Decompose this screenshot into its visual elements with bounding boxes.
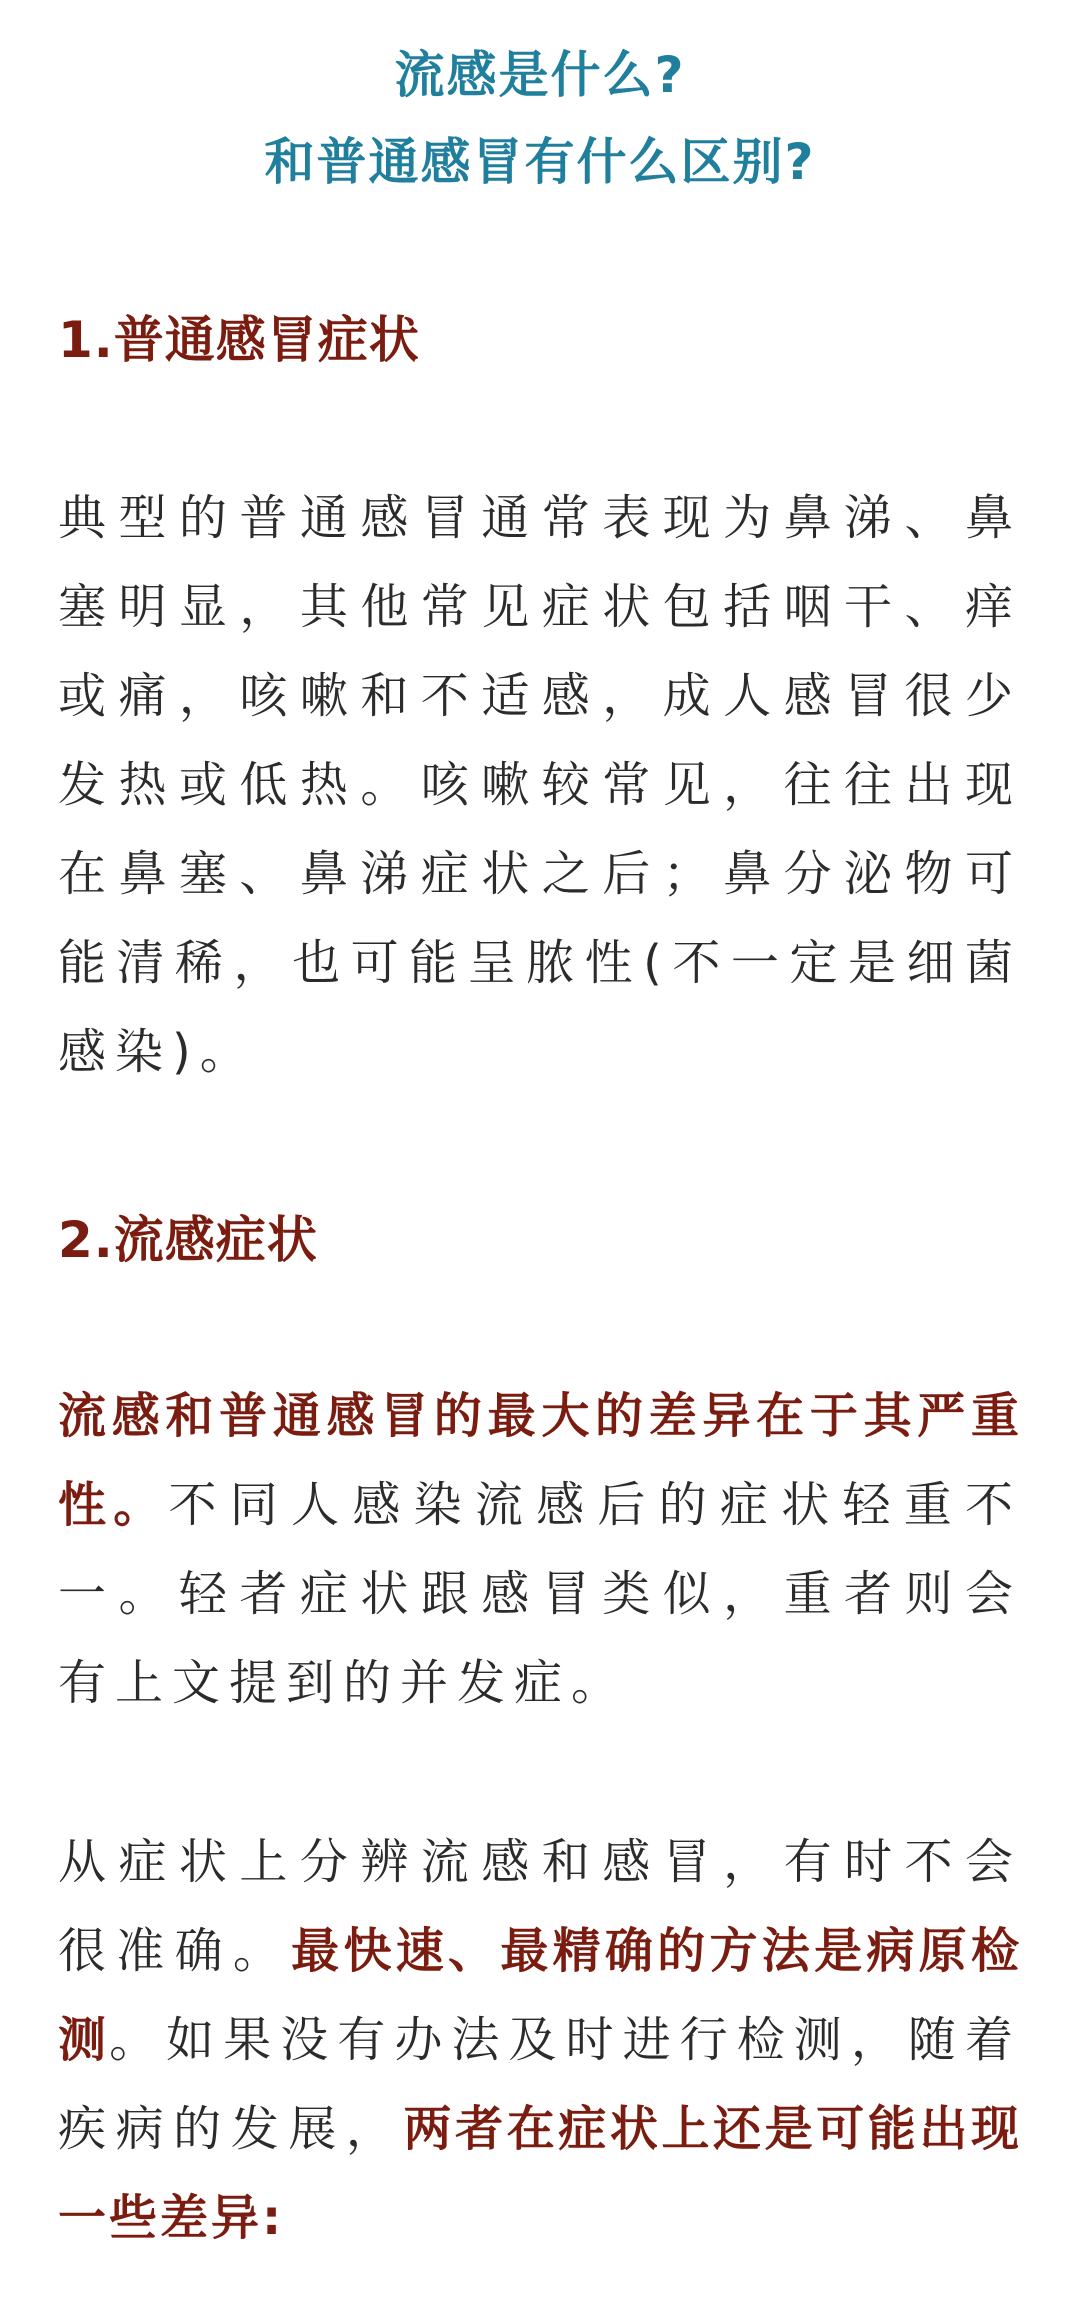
page-title-line-1: 流感是什么? — [394, 46, 686, 104]
symptom-difference-highlight: 两者在症状上还是可能出现一些差异: — [58, 2101, 1022, 2246]
common-cold-paragraph: 典型的普通感冒通常表现为鼻涕、鼻塞明显，其他常见症状包括咽干、痒或痛，咳嗽和不适感，成人感冒很少发热或低热。咳嗽较常见，往往出现在鼻塞、鼻涕症状之后；鼻分泌物可能清稀，也可能呈脓性(不一定是细菌感染)。 — [58, 490, 1022, 1080]
flu-paragraph-2 — [58, 1818, 1022, 2263]
section-heading-flu: 2.流感症状 — [58, 1211, 318, 1269]
flu-paragraph-2-text-2: 。如果没有办法及时进行检测，随着疾病的发展， — [58, 2012, 1022, 2157]
flu-paragraph-1-text: 不同人感染流感后的症状轻重不一。轻者症状跟感冒类似，重者则会有上文提到的并发症。 — [58, 1477, 1022, 1711]
flu-paragraph-2-text-1: 从症状上分辨流感和感冒，有时不会很准确。 — [58, 1834, 1022, 1979]
flu-severity-highlight: 流感和普通感冒的最大的差异在于其严重性。 — [58, 1388, 1022, 1533]
pathogen-test-highlight: 最快速、最精确的方法是病原检测 — [58, 1923, 1022, 2068]
flu-paragraph-1 — [58, 1372, 1022, 1728]
section-heading-common-cold: 1.普通感冒症状 — [58, 311, 420, 369]
page-title-line-2: 和普通感冒有什么区别? — [264, 133, 816, 191]
